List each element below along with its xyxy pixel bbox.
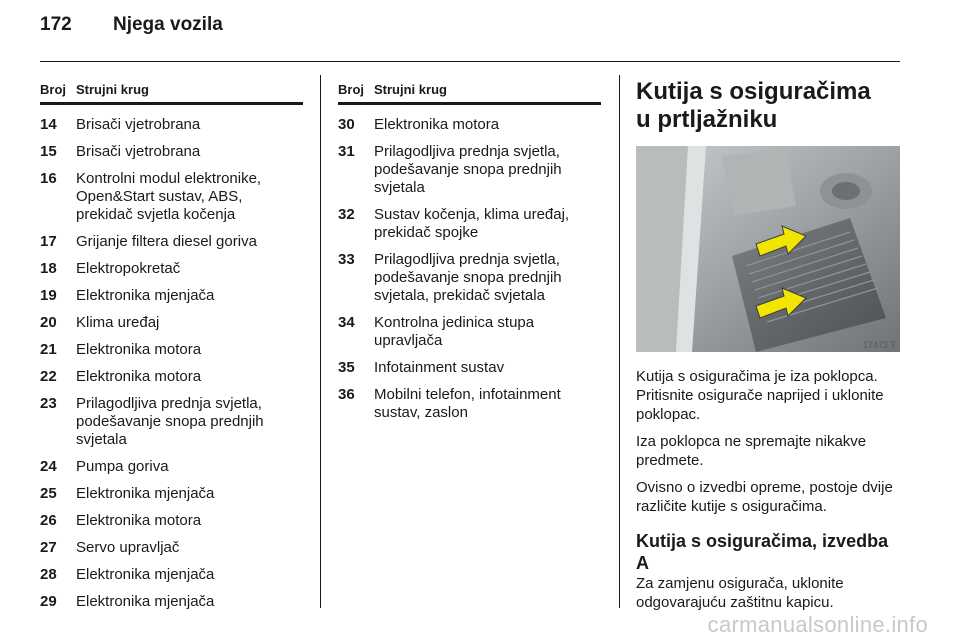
circuit-name: Brisači vjetrobrana: [76, 116, 201, 133]
paragraph-2: Iza poklopca ne spremajte nikakve predmete.: [636, 433, 867, 469]
circuit-name: Prilagodljiva prednja svjetla, podešavanje snopa prednjih svjetala: [76, 395, 264, 448]
header-rule: [40, 61, 900, 62]
fuse-number: 26: [40, 512, 57, 529]
circuit-name: Elektronika motora: [76, 341, 202, 358]
table-body-left: [40, 116, 303, 611]
table-row: [40, 458, 303, 476]
table-row: [40, 287, 303, 305]
fuse-number: 31: [338, 143, 355, 160]
fuse-number: 18: [40, 260, 57, 277]
circuit-name: Elektronika mjenjača: [76, 593, 215, 610]
circuit-name: Pumpa goriva: [76, 458, 169, 475]
circuit-name: Kontrolni modul elektronike, Open&Start sustav, ABS, prekidač svjetla kočenja: [76, 170, 262, 223]
paragraph-3: Ovisno o izvedbi opreme, postoje dvije različite kutije s osiguračima.: [636, 479, 893, 515]
table-row: [40, 341, 303, 359]
table-row: [338, 251, 601, 305]
fuse-table-left: [40, 82, 303, 620]
trunk-fuse-section: [636, 78, 902, 620]
fuse-number: 21: [40, 341, 57, 358]
page-header: [40, 14, 223, 36]
fuse-number: 33: [338, 251, 355, 268]
circuit-name: Grijanje filtera diesel goriva: [76, 233, 257, 250]
fuse-box-photo: [636, 146, 900, 352]
fuse-number: 22: [40, 368, 57, 385]
header-num: Broj: [338, 82, 364, 97]
circuit-name: Elektronika mjenjača: [76, 485, 215, 502]
fuse-number: 27: [40, 539, 57, 556]
circuit-name: Kontrolna jedinica stupa upravljača: [374, 314, 535, 349]
fuse-number: 25: [40, 485, 57, 502]
table-row: [338, 314, 601, 350]
column-divider-2: [619, 75, 620, 608]
fuse-number: 32: [338, 206, 355, 223]
header-circuit: Strujni krug: [374, 82, 447, 97]
fuse-number: 17: [40, 233, 57, 250]
table-row: [338, 116, 601, 134]
watermark: carmanualsonline.info: [707, 612, 928, 637]
fuse-number: 19: [40, 287, 57, 304]
table-row: [40, 395, 303, 449]
section-title: [636, 78, 902, 134]
circuit-name: Servo upravljač: [76, 539, 180, 556]
fuse-number: 23: [40, 395, 57, 412]
table-row: [40, 116, 303, 134]
section-title-line2: u prtljažniku: [636, 106, 778, 133]
circuit-name: Elektronika motora: [76, 368, 202, 385]
subsection-title: Kutija s osiguračima, izvedba A: [636, 531, 889, 573]
circuit-name: Prilagodljiva prednja svjetla, podešavanje snopa prednjih svjetala: [374, 143, 562, 196]
section-title-line1: Kutija s osiguračima: [636, 78, 871, 105]
column-divider-1: [320, 75, 321, 608]
fuse-number: 29: [40, 593, 57, 610]
circuit-name: Prilagodljiva prednja svjetla, podešavanje snopa prednjih svjetala, prekidač svjetala: [374, 251, 562, 304]
table-row: [338, 206, 601, 242]
circuit-name: Mobilni telefon, infotainment sustav, zaslon: [374, 386, 561, 421]
table-row: [40, 485, 303, 503]
table-row: [40, 593, 303, 611]
table-row: [40, 539, 303, 557]
fuse-number: 30: [338, 116, 355, 133]
table-header: [338, 82, 601, 105]
subsection-text: Za zamjenu osigurača, uklonite odgovarajuću zaštitnu kapicu.: [636, 575, 844, 611]
page-number: 172: [40, 14, 72, 35]
header-num: Broj: [40, 82, 66, 97]
figure-reference: 17472 T: [863, 340, 896, 350]
circuit-name: Brisači vjetrobrana: [76, 143, 201, 160]
fuse-number: 15: [40, 143, 57, 160]
fuse-number: 28: [40, 566, 57, 583]
fuse-number: 34: [338, 314, 355, 331]
circuit-name: Klima uređaj: [76, 314, 160, 331]
fuse-number: 20: [40, 314, 57, 331]
circuit-name: Elektronika mjenjača: [76, 287, 215, 304]
table-row: [338, 386, 601, 422]
table-row: [40, 566, 303, 584]
circuit-name: Infotainment sustav: [374, 359, 505, 376]
table-row: [338, 143, 601, 197]
fuse-table-right: [338, 82, 601, 431]
trunk-illustration: [636, 146, 900, 352]
table-row: [338, 359, 601, 377]
table-row: [40, 233, 303, 251]
page-title: Njega vozila: [112, 14, 223, 35]
table-row: [40, 260, 303, 278]
fuse-number: 24: [40, 458, 57, 475]
circuit-name: Elektronika motora: [76, 512, 202, 529]
circuit-name: Elektropokretač: [76, 260, 181, 277]
table-row: [40, 143, 303, 161]
fuse-number: 35: [338, 359, 355, 376]
table-row: [40, 314, 303, 332]
fuse-number: 14: [40, 116, 57, 133]
table-row: [40, 170, 303, 224]
circuit-name: Elektronika mjenjača: [76, 566, 215, 583]
table-body-right: [338, 116, 601, 422]
header-circuit: Strujni krug: [76, 82, 149, 97]
fuse-number: 16: [40, 170, 57, 187]
table-header: [40, 82, 303, 105]
table-row: [40, 368, 303, 386]
circuit-name: Elektronika motora: [374, 116, 500, 133]
paragraph-1: Kutija s osiguračima je iza poklopca. Pritisnite osigurače naprijed i uklonite poklopac.: [636, 368, 884, 423]
circuit-name: Sustav kočenja, klima uređaj, prekidač spojke: [374, 206, 570, 241]
table-row: [40, 512, 303, 530]
fuse-number: 36: [338, 386, 355, 403]
